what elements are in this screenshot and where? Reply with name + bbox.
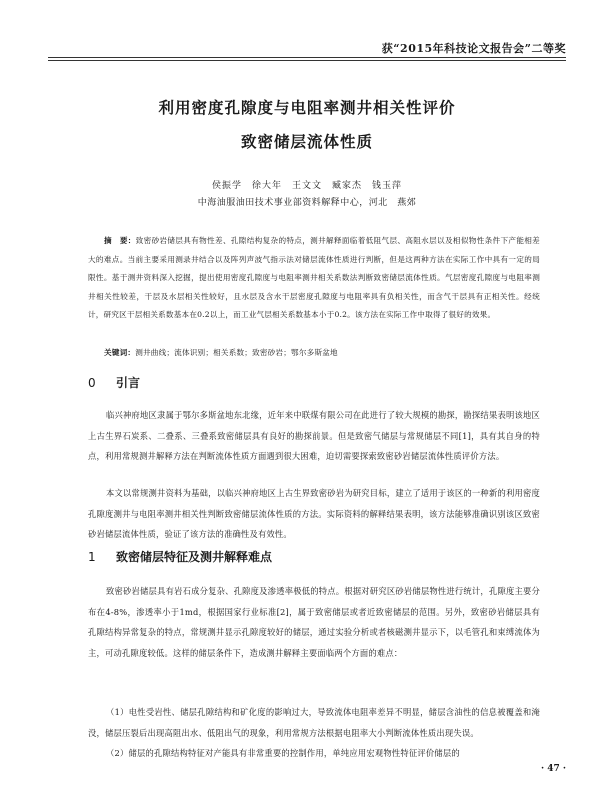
award-note: 获“2015年科技论文报告会”二等奖: [381, 42, 566, 55]
paper-title-line2: 致密储层流体性质: [240, 133, 373, 151]
keywords-label: 关键词：: [104, 348, 136, 357]
paper-title-line1: 利用密度孔隙度与电阻率测井相关性评价: [158, 99, 456, 117]
paragraph: （2）储层的孔隙结构特征对产能具有非常重要的控制作用，单纯应用宏观物性特征评价储层的: [106, 748, 460, 758]
affiliation: 中海油服油田技术事业部资料解释中心，河北 燕郊: [197, 198, 417, 208]
section-number: 1: [88, 550, 96, 564]
section-title: 致密储层特征及测井解释难点: [116, 550, 273, 564]
header-rule: [48, 57, 566, 58]
author-list: 侯振学 徐大年 王文文 臧家杰 钱玉萍: [211, 181, 402, 191]
abstract: [88, 232, 540, 325]
header-rule-thin: [48, 60, 566, 61]
paragraph: 临兴神府地区隶属于鄂尔多斯盆地东北缘，近年来中联煤有限公司在此进行了较大规模的勘探，勘探结果表明该地区上古生界石炭系、二叠系、三叠系致密储层具有良好的勘探前景。但是致密气储层与常规储层不同[1]，具有其自身的特点，利用常规测井解释方法在判断流体性质方面遇到很大困难，迫切需要探索致密砂岩储层流体性质评价方法。: [88, 410, 540, 461]
paragraph: 本文以常规测井资料为基础，以临兴神府地区上古生界致密砂岩为研究目标，建立了适用于该区的一种新的利用密度孔隙度测井与电阻率测井相关性判断致密储层流体性质的方法。实际资料的解释结果表明，该方法能够准确识别该区致密砂岩储层流体性质，验证了该方法的准确性及有效性。: [88, 488, 540, 539]
keywords-text: 测井曲线；流体识别；相关系数；致密砂岩；鄂尔多斯盆地: [135, 348, 338, 357]
paragraph: （1）电性受岩性、储层孔隙结构和矿化度的影响过大，导致流体电阻率差异不明显，储层含油性的信息被覆盖和淹没，储层压裂后出现高阻出水、低阻出气的现象，利用常规方法根据电阻率大小判断流体性质出现失误。: [88, 707, 540, 738]
section-title: 引言: [116, 376, 141, 390]
abstract-label: 摘 要：: [104, 236, 136, 245]
section-heading-intro: [88, 374, 140, 391]
keywords: [104, 347, 338, 358]
section-number: 0: [88, 376, 96, 390]
paragraph: 致密砂岩储层具有岩石成分复杂、孔隙度及渗透率极低的特点。根据对研究区砂岩储层物性进行统计，孔隙度主要分布在4-8%，渗透率小于1md，根据国家行业标准[2]，属于致密储层或者近致密储层的范围。另外，致密砂岩储层具有孔隙结构异常复杂的特点，常规测井显示孔隙度较好的储层，通过实验分析或者核磁测井显示下，以毛管孔和束缚流体为主，可动孔隙度较低。这样的储层条件下，造成测井解释主要面临两个方面的难点：: [88, 586, 540, 658]
page-number: · 47 ·: [540, 764, 566, 774]
section-heading-1: [88, 548, 272, 565]
abstract-text: 致密砂岩储层具有物性差、孔隙结构复杂的特点，测井解释面临着低阻气层、高阻水层以及相似物性条件下产能相差大的难点。当前主要采用测录井结合以及阵列声波气指示法对储层流体性质进行判断，但是这两种方法在实际工作中具有一定的局限性。基于测井资料深入挖掘，提出使用密度孔隙度与电阻率测井相关系数法判断致密储层流体性质。气层密度孔隙度与电阻率测井相关性较差，干层及水层相关性较好，且水层及含水干层密度孔隙度与电阻率具有负相关性，而含气干层具有正相关性。经统计，研究区干层相关系数基本在0.2以上，而工业气层相关系数基本小于0.2。该方法在实际工作中取得了很好的效果。: [88, 236, 540, 320]
